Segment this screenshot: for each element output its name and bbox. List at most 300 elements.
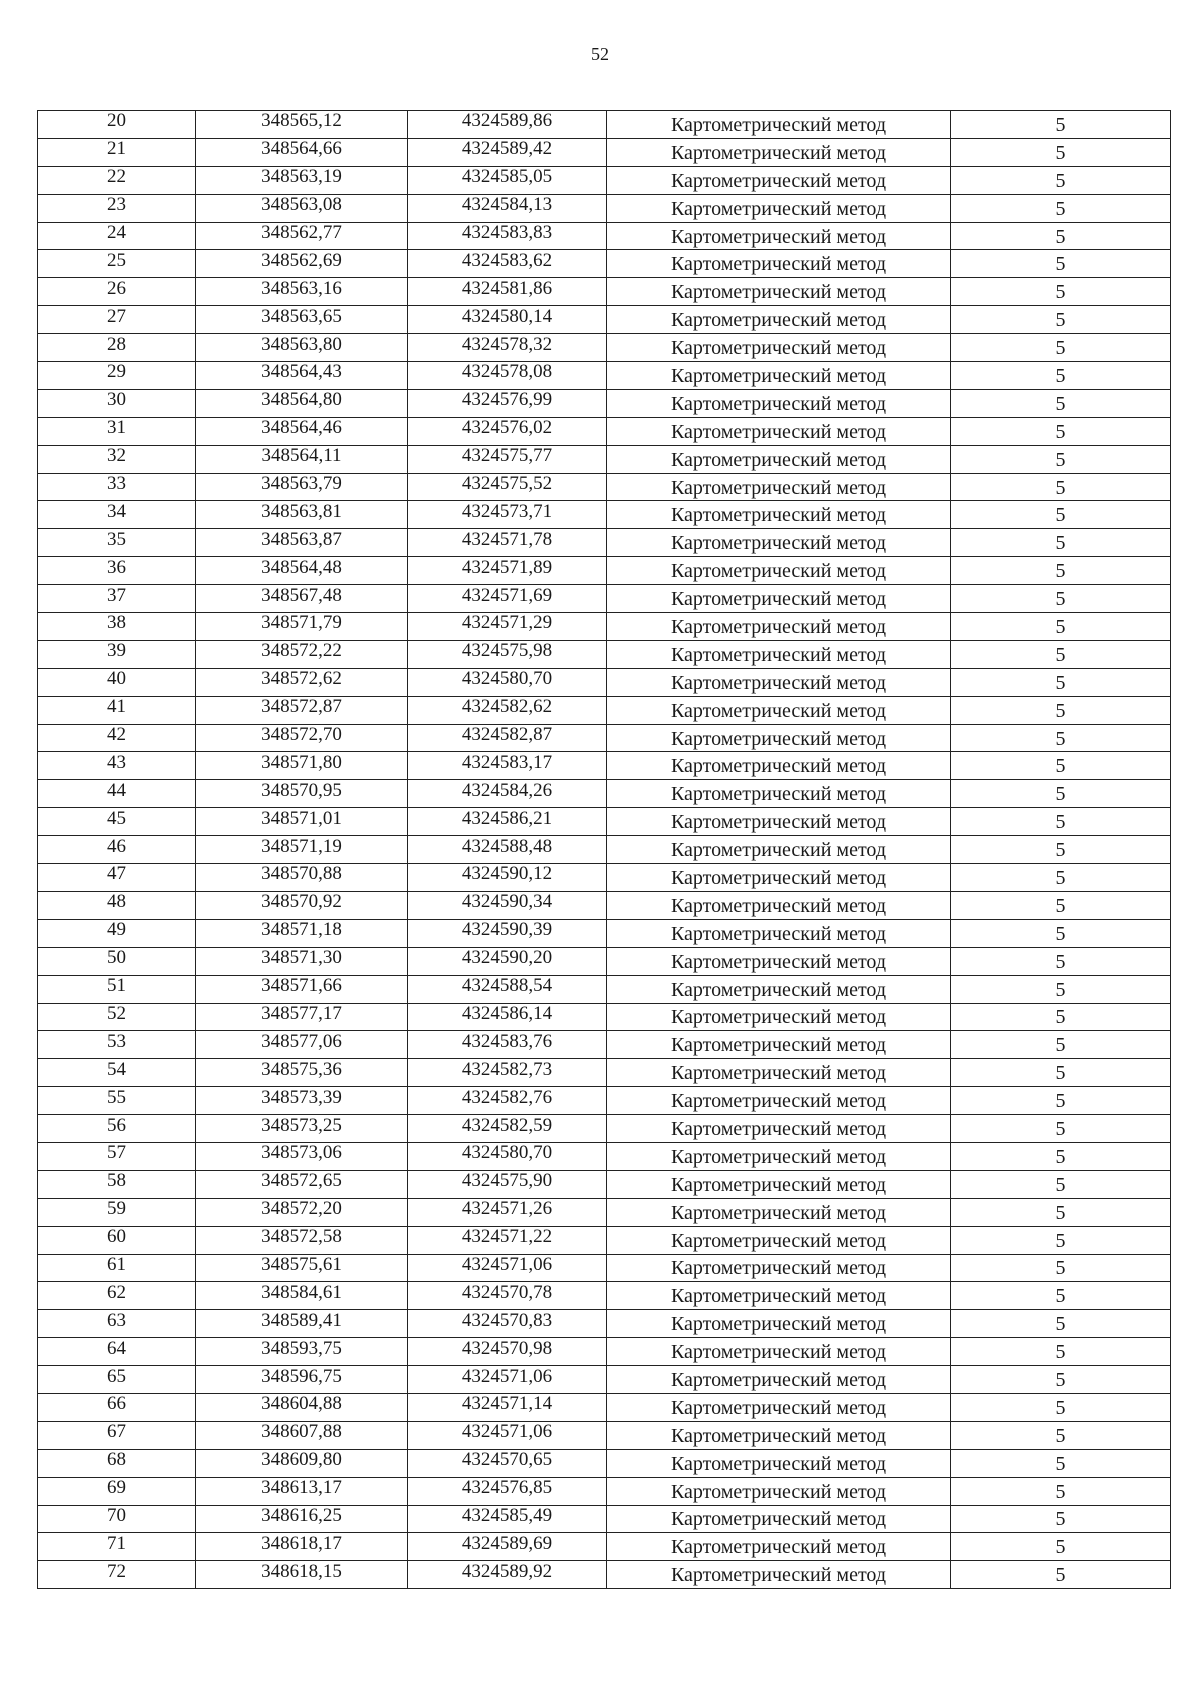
y-coordinate-value: 4324583,17: [461, 751, 553, 773]
y-coordinate-cell: [408, 1003, 607, 1031]
point-number-cell: [38, 1561, 196, 1589]
table-row: [38, 1087, 1171, 1115]
table-row: [38, 278, 1171, 306]
point-number-cell: [38, 1087, 196, 1115]
accuracy-value: 5: [1055, 588, 1066, 611]
y-coordinate-cell: [408, 417, 607, 445]
x-coordinate-value: 348571,66: [261, 975, 342, 997]
y-coordinate-cell: [408, 1059, 607, 1087]
method-value: Картометрический метод: [670, 1424, 887, 1447]
table-row: [38, 1338, 1171, 1366]
method-cell: [607, 1449, 951, 1477]
point-number-value: 46: [107, 835, 126, 857]
y-coordinate-cell: [408, 111, 607, 139]
method-cell: [607, 1031, 951, 1059]
table-row: [38, 1421, 1171, 1449]
y-coordinate-value: 4324578,32: [461, 333, 553, 355]
point-number-cell: [38, 808, 196, 836]
y-coordinate-cell: [408, 696, 607, 724]
method-value: Картометрический метод: [670, 448, 887, 471]
y-coordinate-value: 4324582,62: [461, 696, 553, 718]
point-number-cell: [38, 613, 196, 641]
accuracy-cell: [951, 138, 1171, 166]
point-number-cell: [38, 1115, 196, 1143]
point-number-value: 57: [107, 1142, 126, 1164]
point-number-cell: [38, 445, 196, 473]
x-coordinate-cell: [196, 1254, 408, 1282]
accuracy-cell: [951, 696, 1171, 724]
method-value: Картометрический метод: [670, 783, 887, 806]
point-number-cell: [38, 752, 196, 780]
accuracy-value: 5: [1055, 141, 1066, 164]
method-cell: [607, 864, 951, 892]
method-value: Картометрический метод: [670, 643, 887, 666]
x-coordinate-cell: [196, 613, 408, 641]
accuracy-cell: [951, 250, 1171, 278]
y-coordinate-cell: [408, 1031, 607, 1059]
method-value: Картометрический метод: [670, 1536, 887, 1559]
accuracy-value: 5: [1055, 866, 1066, 889]
y-coordinate-cell: [408, 1142, 607, 1170]
x-coordinate-value: 348572,20: [261, 1198, 342, 1220]
x-coordinate-value: 348571,79: [261, 612, 342, 634]
point-number-cell: [38, 389, 196, 417]
accuracy-cell: [951, 1115, 1171, 1143]
method-cell: [607, 1421, 951, 1449]
x-coordinate-cell: [196, 1170, 408, 1198]
accuracy-cell: [951, 613, 1171, 641]
x-coordinate-cell: [196, 1366, 408, 1394]
point-number-value: 51: [107, 975, 126, 997]
method-cell: [607, 501, 951, 529]
x-coordinate-cell: [196, 836, 408, 864]
table-row: [38, 334, 1171, 362]
accuracy-cell: [951, 947, 1171, 975]
x-coordinate-value: 348563,81: [261, 500, 342, 522]
x-coordinate-cell: [196, 1449, 408, 1477]
accuracy-value: 5: [1055, 755, 1066, 778]
table-row: [38, 864, 1171, 892]
x-coordinate-cell: [196, 808, 408, 836]
page-number: 52: [591, 44, 609, 64]
point-number-value: 29: [107, 361, 126, 383]
point-number-value: 28: [107, 333, 126, 355]
point-number-cell: [38, 557, 196, 585]
method-value: Картометрический метод: [670, 1452, 887, 1475]
accuracy-value: 5: [1055, 1564, 1066, 1587]
accuracy-value: 5: [1055, 811, 1066, 834]
accuracy-value: 5: [1055, 1201, 1066, 1224]
y-coordinate-value: 4324571,06: [461, 1421, 553, 1443]
table-row: [38, 891, 1171, 919]
point-number-cell: [38, 417, 196, 445]
x-coordinate-value: 348572,70: [261, 724, 342, 746]
x-coordinate-value: 348571,80: [261, 751, 342, 773]
x-coordinate-value: 348572,22: [261, 640, 342, 662]
point-number-cell: [38, 278, 196, 306]
point-number-value: 70: [107, 1505, 126, 1526]
table-row: [38, 1226, 1171, 1254]
point-number-cell: [38, 891, 196, 919]
method-cell: [607, 836, 951, 864]
point-number-cell: [38, 1477, 196, 1505]
table-row: [38, 529, 1171, 557]
accuracy-value: 5: [1055, 1313, 1066, 1336]
x-coordinate-cell: [196, 1003, 408, 1031]
point-number-value: 34: [107, 500, 126, 522]
x-coordinate-cell: [196, 1115, 408, 1143]
y-coordinate-value: 4324581,86: [461, 277, 553, 299]
method-value: Картометрический метод: [670, 169, 887, 192]
method-value: Картометрический метод: [670, 699, 887, 722]
accuracy-value: 5: [1055, 1090, 1066, 1113]
table-row: [38, 417, 1171, 445]
point-number-value: 67: [107, 1421, 126, 1443]
x-coordinate-value: 348564,48: [261, 556, 342, 578]
y-coordinate-cell: [408, 724, 607, 752]
method-value: Картометрический метод: [670, 978, 887, 1001]
accuracy-cell: [951, 1561, 1171, 1589]
accuracy-cell: [951, 389, 1171, 417]
method-value: Картометрический метод: [670, 1229, 887, 1252]
x-coordinate-value: 348573,39: [261, 1086, 342, 1108]
y-coordinate-cell: [408, 529, 607, 557]
point-number-cell: [38, 501, 196, 529]
accuracy-cell: [951, 668, 1171, 696]
method-value: Картометрический метод: [670, 113, 887, 136]
accuracy-cell: [951, 724, 1171, 752]
x-coordinate-cell: [196, 473, 408, 501]
y-coordinate-value: 4324571,22: [461, 1226, 553, 1248]
method-cell: [607, 194, 951, 222]
accuracy-value: 5: [1055, 504, 1066, 527]
y-coordinate-cell: [408, 1170, 607, 1198]
method-value: Картометрический метод: [670, 671, 887, 694]
accuracy-cell: [951, 752, 1171, 780]
method-value: Картометрический метод: [670, 588, 887, 611]
x-coordinate-value: 348613,17: [261, 1477, 342, 1499]
x-coordinate-cell: [196, 1226, 408, 1254]
method-cell: [607, 1170, 951, 1198]
method-value: Картометрический метод: [670, 1396, 887, 1419]
method-value: Картометрический метод: [670, 532, 887, 555]
y-coordinate-value: 4324570,65: [461, 1449, 553, 1471]
method-value: Картометрический метод: [670, 281, 887, 304]
method-value: Картометрический метод: [670, 839, 887, 862]
x-coordinate-cell: [196, 250, 408, 278]
point-number-value: 44: [107, 779, 126, 801]
point-number-value: 38: [107, 612, 126, 634]
x-coordinate-cell: [196, 668, 408, 696]
x-coordinate-cell: [196, 1393, 408, 1421]
point-number-value: 54: [107, 1058, 126, 1080]
table-row: [38, 473, 1171, 501]
accuracy-value: 5: [1055, 1118, 1066, 1140]
y-coordinate-value: 4324571,14: [461, 1393, 553, 1415]
x-coordinate-cell: [196, 1338, 408, 1366]
method-cell: [607, 891, 951, 919]
x-coordinate-value: 348616,25: [261, 1505, 342, 1526]
y-coordinate-value: 4324575,98: [461, 640, 553, 662]
x-coordinate-value: 348564,11: [261, 445, 342, 467]
y-coordinate-value: 4324580,70: [461, 668, 553, 690]
y-coordinate-value: 4324584,13: [461, 194, 553, 216]
accuracy-value: 5: [1055, 1285, 1066, 1308]
table-row: [38, 194, 1171, 222]
method-cell: [607, 557, 951, 585]
point-number-cell: [38, 166, 196, 194]
point-number-value: 30: [107, 389, 126, 411]
accuracy-value: 5: [1055, 1034, 1066, 1057]
x-coordinate-cell: [196, 445, 408, 473]
x-coordinate-value: 348618,17: [261, 1532, 342, 1554]
x-coordinate-cell: [196, 1282, 408, 1310]
accuracy-value: 5: [1055, 727, 1066, 750]
x-coordinate-value: 348571,18: [261, 919, 342, 941]
y-coordinate-value: 4324590,39: [461, 919, 553, 941]
accuracy-cell: [951, 306, 1171, 334]
point-number-cell: [38, 1449, 196, 1477]
accuracy-cell: [951, 529, 1171, 557]
point-number-value: 37: [107, 584, 126, 606]
point-number-value: 45: [107, 807, 126, 829]
table-row: [38, 389, 1171, 417]
x-coordinate-value: 348572,58: [261, 1226, 342, 1248]
x-coordinate-value: 348577,06: [261, 1030, 342, 1052]
x-coordinate-value: 348570,95: [261, 779, 342, 801]
y-coordinate-value: 4324578,08: [461, 361, 553, 383]
y-coordinate-value: 4324582,76: [461, 1086, 553, 1108]
point-number-cell: [38, 1421, 196, 1449]
method-cell: [607, 808, 951, 836]
table-row: [38, 445, 1171, 473]
table-row: [38, 780, 1171, 808]
y-coordinate-value: 4324571,06: [461, 1254, 553, 1275]
method-cell: [607, 1338, 951, 1366]
accuracy-value: 5: [1055, 978, 1066, 1001]
x-coordinate-cell: [196, 1477, 408, 1505]
y-coordinate-value: 4324580,70: [461, 1142, 553, 1164]
accuracy-value: 5: [1055, 532, 1066, 555]
x-coordinate-value: 348563,65: [261, 305, 342, 327]
accuracy-value: 5: [1055, 476, 1066, 499]
point-number-value: 27: [107, 305, 126, 327]
y-coordinate-cell: [408, 445, 607, 473]
y-coordinate-cell: [408, 250, 607, 278]
x-coordinate-cell: [196, 557, 408, 585]
y-coordinate-value: 4324571,29: [461, 612, 553, 634]
method-value: Картометрический метод: [670, 309, 887, 332]
point-number-cell: [38, 1170, 196, 1198]
accuracy-value: 5: [1055, 169, 1066, 192]
method-cell: [607, 473, 951, 501]
y-coordinate-cell: [408, 1282, 607, 1310]
point-number-cell: [38, 529, 196, 557]
x-coordinate-value: 348563,19: [261, 166, 342, 188]
accuracy-cell: [951, 1226, 1171, 1254]
method-value: Картометрический метод: [670, 894, 887, 917]
table-row: [38, 1477, 1171, 1505]
method-value: Картометрический метод: [670, 560, 887, 583]
x-coordinate-value: 348607,88: [261, 1421, 342, 1443]
point-number-cell: [38, 947, 196, 975]
method-cell: [607, 1477, 951, 1505]
y-coordinate-cell: [408, 975, 607, 1003]
y-coordinate-value: 4324571,69: [461, 584, 553, 606]
x-coordinate-value: 348573,25: [261, 1114, 342, 1136]
y-coordinate-cell: [408, 668, 607, 696]
accuracy-value: 5: [1055, 1480, 1066, 1503]
table-row: [38, 501, 1171, 529]
accuracy-value: 5: [1055, 922, 1066, 945]
y-coordinate-value: 4324589,69: [461, 1532, 553, 1554]
y-coordinate-cell: [408, 1310, 607, 1338]
point-number-value: 48: [107, 891, 126, 913]
y-coordinate-value: 4324589,86: [461, 110, 553, 132]
point-number-value: 66: [107, 1393, 126, 1415]
table-row: [38, 1142, 1171, 1170]
method-value: Картометрический метод: [670, 1145, 887, 1168]
x-coordinate-value: 348596,75: [261, 1365, 342, 1387]
point-number-cell: [38, 780, 196, 808]
accuracy-value: 5: [1055, 113, 1066, 136]
y-coordinate-value: 4324590,20: [461, 947, 553, 969]
y-coordinate-value: 4324570,78: [461, 1281, 553, 1303]
method-cell: [607, 1115, 951, 1143]
accuracy-cell: [951, 1310, 1171, 1338]
accuracy-cell: [951, 864, 1171, 892]
method-cell: [607, 1561, 951, 1589]
method-value: Картометрический метод: [670, 1257, 887, 1280]
accuracy-value: 5: [1055, 615, 1066, 638]
method-cell: [607, 166, 951, 194]
table-row: [38, 1393, 1171, 1421]
point-number-cell: [38, 975, 196, 1003]
y-coordinate-value: 4324589,92: [461, 1560, 553, 1582]
point-number-value: 60: [107, 1226, 126, 1248]
method-value: Картометрический метод: [670, 922, 887, 945]
x-coordinate-cell: [196, 362, 408, 390]
point-number-value: 39: [107, 640, 126, 662]
table-row: [38, 613, 1171, 641]
accuracy-cell: [951, 1477, 1171, 1505]
x-coordinate-value: 348604,88: [261, 1393, 342, 1415]
accuracy-value: 5: [1055, 1257, 1066, 1280]
point-number-cell: [38, 668, 196, 696]
y-coordinate-cell: [408, 919, 607, 947]
method-value: Картометрический метод: [670, 364, 887, 387]
method-value: Картометрический метод: [670, 225, 887, 248]
accuracy-cell: [951, 194, 1171, 222]
method-cell: [607, 417, 951, 445]
method-value: Картометрический метод: [670, 755, 887, 778]
method-cell: [607, 1282, 951, 1310]
accuracy-value: 5: [1055, 671, 1066, 694]
y-coordinate-cell: [408, 557, 607, 585]
accuracy-value: 5: [1055, 420, 1066, 443]
accuracy-value: 5: [1055, 337, 1066, 360]
point-number-value: 41: [107, 696, 126, 718]
x-coordinate-cell: [196, 501, 408, 529]
method-cell: [607, 1003, 951, 1031]
method-value: Картометрический метод: [670, 1564, 887, 1587]
table-row: [38, 1254, 1171, 1282]
table-row: [38, 1031, 1171, 1059]
y-coordinate-value: 4324585,49: [461, 1505, 553, 1526]
point-number-cell: [38, 138, 196, 166]
accuracy-value: 5: [1055, 1396, 1066, 1419]
y-coordinate-cell: [408, 864, 607, 892]
y-coordinate-cell: [408, 1366, 607, 1394]
method-value: Картометрический метод: [670, 1313, 887, 1336]
x-coordinate-value: 348609,80: [261, 1449, 342, 1471]
x-coordinate-cell: [196, 640, 408, 668]
point-number-cell: [38, 1310, 196, 1338]
method-value: Картометрический метод: [670, 337, 887, 360]
point-number-cell: [38, 1282, 196, 1310]
x-coordinate-cell: [196, 389, 408, 417]
x-coordinate-value: 348564,80: [261, 389, 342, 411]
x-coordinate-value: 348565,12: [261, 110, 342, 132]
point-number-cell: [38, 194, 196, 222]
accuracy-cell: [951, 585, 1171, 613]
table-row: [38, 138, 1171, 166]
point-number-value: 59: [107, 1198, 126, 1220]
method-cell: [607, 947, 951, 975]
point-number-cell: [38, 473, 196, 501]
table-row: [38, 1449, 1171, 1477]
method-value: Картометрический метод: [670, 141, 887, 164]
x-coordinate-value: 348570,92: [261, 891, 342, 913]
x-coordinate-cell: [196, 138, 408, 166]
x-coordinate-value: 348570,88: [261, 863, 342, 885]
point-number-cell: [38, 334, 196, 362]
accuracy-cell: [951, 836, 1171, 864]
table-row: [38, 585, 1171, 613]
y-coordinate-cell: [408, 640, 607, 668]
point-number-cell: [38, 1338, 196, 1366]
accuracy-cell: [951, 362, 1171, 390]
point-number-cell: [38, 1226, 196, 1254]
y-coordinate-value: 4324589,42: [461, 138, 553, 160]
y-coordinate-value: 4324583,76: [461, 1030, 553, 1052]
method-cell: [607, 696, 951, 724]
table-row: [38, 1366, 1171, 1394]
method-value: Картометрический метод: [670, 1201, 887, 1224]
accuracy-cell: [951, 1533, 1171, 1561]
point-number-cell: [38, 250, 196, 278]
x-coordinate-cell: [196, 1505, 408, 1533]
y-coordinate-cell: [408, 780, 607, 808]
accuracy-value: 5: [1055, 1173, 1066, 1196]
accuracy-cell: [951, 278, 1171, 306]
method-value: Картометрический метод: [670, 1173, 887, 1196]
point-number-value: 71: [107, 1532, 126, 1554]
table-row: [38, 1282, 1171, 1310]
table-row: [38, 696, 1171, 724]
method-cell: [607, 668, 951, 696]
x-coordinate-cell: [196, 1310, 408, 1338]
y-coordinate-cell: [408, 166, 607, 194]
point-number-cell: [38, 306, 196, 334]
point-number-value: 68: [107, 1449, 126, 1471]
x-coordinate-value: 348589,41: [261, 1309, 342, 1331]
accuracy-cell: [951, 1505, 1171, 1533]
table-row: [38, 1170, 1171, 1198]
y-coordinate-cell: [408, 613, 607, 641]
x-coordinate-cell: [196, 585, 408, 613]
accuracy-value: 5: [1055, 783, 1066, 806]
